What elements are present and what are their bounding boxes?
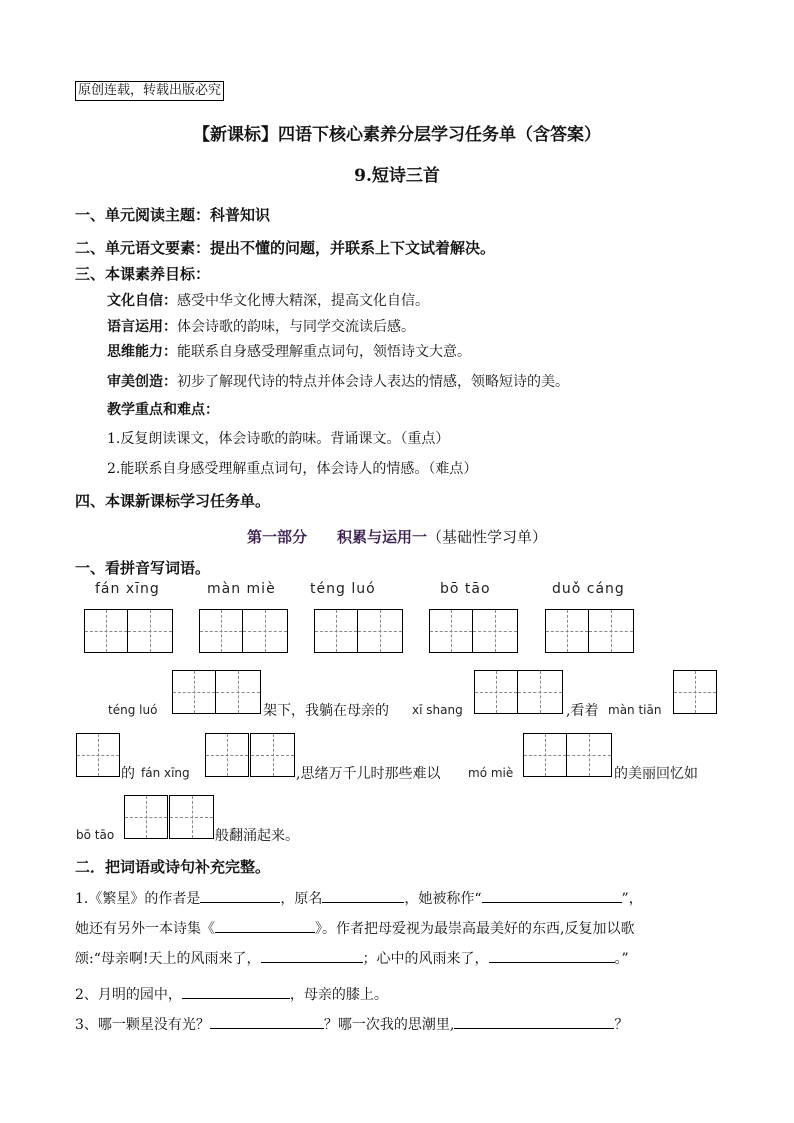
blank-original-name[interactable] [322,888,404,903]
answer-box-4[interactable] [429,609,518,653]
passage-box-3b[interactable] [76,733,120,777]
q2-line-1: 1.《繁星》的作者是 ，原名 ，她被称作“ ”， [75,888,643,908]
question-1-title: 一、看拼音写词语。 [75,559,211,577]
passage-pinyin-4: fán xīng [141,766,190,780]
answer-box-2[interactable] [199,609,288,653]
answer-box-1[interactable] [84,609,173,653]
pinyin-4: bō tāo [440,581,491,597]
pinyin-3: téng luó [310,581,376,597]
passage-text-3: 的 [121,766,135,782]
blank-verse-2[interactable] [489,948,615,963]
goal-aesthetic: 审美创造：初步了解现代诗的特点并体会诗人表达的情感，领略短诗的美。 [107,374,569,390]
blank-verse-4[interactable] [210,1014,324,1029]
blank-poetry-collection[interactable] [215,918,315,933]
focus-item-2: 2.能联系自身感受理解重点词句，体会诗人的情感。（难点） [107,461,478,477]
passage-text-5: 的美丽回忆如 [614,766,698,782]
blank-title-name[interactable] [482,888,622,903]
passage-box-3a[interactable] [673,670,717,714]
blank-author[interactable] [200,888,280,903]
section-language-element: 二、单元语文要素：提出不懂的问题，并联系上下文试着解决。 [75,239,496,257]
lesson-title: 9.短诗三首 [354,166,440,186]
page-title: 【新课标】四语下核心素养分层学习任务单（含答案） [193,125,601,145]
answer-box-3[interactable] [314,609,403,653]
passage-text-2: ,看着 [566,703,599,719]
passage-pinyin-2: xī shang [412,703,463,717]
passage-text-4: ,思绪万千儿时那些难以 [296,766,441,782]
section-task-list: 四、本课新课标学习任务单。 [75,492,271,510]
answer-box-5[interactable] [545,609,634,653]
passage-pinyin-5: mó miè [468,766,514,780]
q2-line-2: 她还有另外一本诗集《 》。作者把母爱视为最崇高最美好的东西,反复加以歌 [75,918,634,938]
pinyin-5: duǒ cáng [552,581,625,597]
q2-line-5: 3、哪一颗星没有光？ ？哪一次我的思潮里, ？ [75,1014,628,1034]
passage-text-6: 般翻涌起来。 [215,828,299,844]
question-2-title: 二．把词语或诗句补充完整。 [75,858,271,876]
passage-pinyin-1: téng luó [108,703,158,717]
section-goals: 三、本课素养目标： [75,265,211,283]
blank-verse-5[interactable] [454,1014,614,1029]
focus-item-1: 1.反复朗读课文，体会诗歌的韵味。背诵课文。（重点） [107,431,450,447]
goal-language: 语言运用：体会诗歌的韵味，与同学交流读后感。 [107,319,415,335]
passage-box-6[interactable] [124,795,214,839]
passage-box-1[interactable] [172,670,261,714]
focus-title: 教学重点和难点： [107,402,219,418]
passage-box-4[interactable] [205,733,295,777]
goal-thinking: 思维能力：能联系自身感受理解重点词句，领悟诗文大意。 [107,344,471,360]
passage-box-5[interactable] [523,733,612,777]
blank-verse-1[interactable] [261,948,363,963]
part-heading: 第一部分 积累与运用一（基础性学习单） [246,528,548,546]
goal-culture: 文化自信：感受中华文化博大精深，提高文化自信。 [107,293,429,309]
pinyin-1: fán xīng [95,581,160,597]
copyright-stamp: 原创连载，转载出版必究 [75,81,224,101]
passage-text-1: 架下，我躺在母亲的 [263,703,389,719]
passage-box-2[interactable] [474,670,563,714]
passage-pinyin-6: bō tāo [76,828,115,842]
pinyin-2: màn miè [207,581,276,597]
section-reading-theme: 一、单元阅读主题：科普知识 [75,206,271,224]
blank-verse-3[interactable] [182,984,290,999]
q2-line-4: 2、月明的园中， ，母亲的膝上。 [75,984,388,1004]
q2-line-3: 颂:“母亲啊!天上的风雨来了， ；心中的风雨来了， 。” [75,948,629,968]
passage-pinyin-3: màn tiān [608,703,662,717]
